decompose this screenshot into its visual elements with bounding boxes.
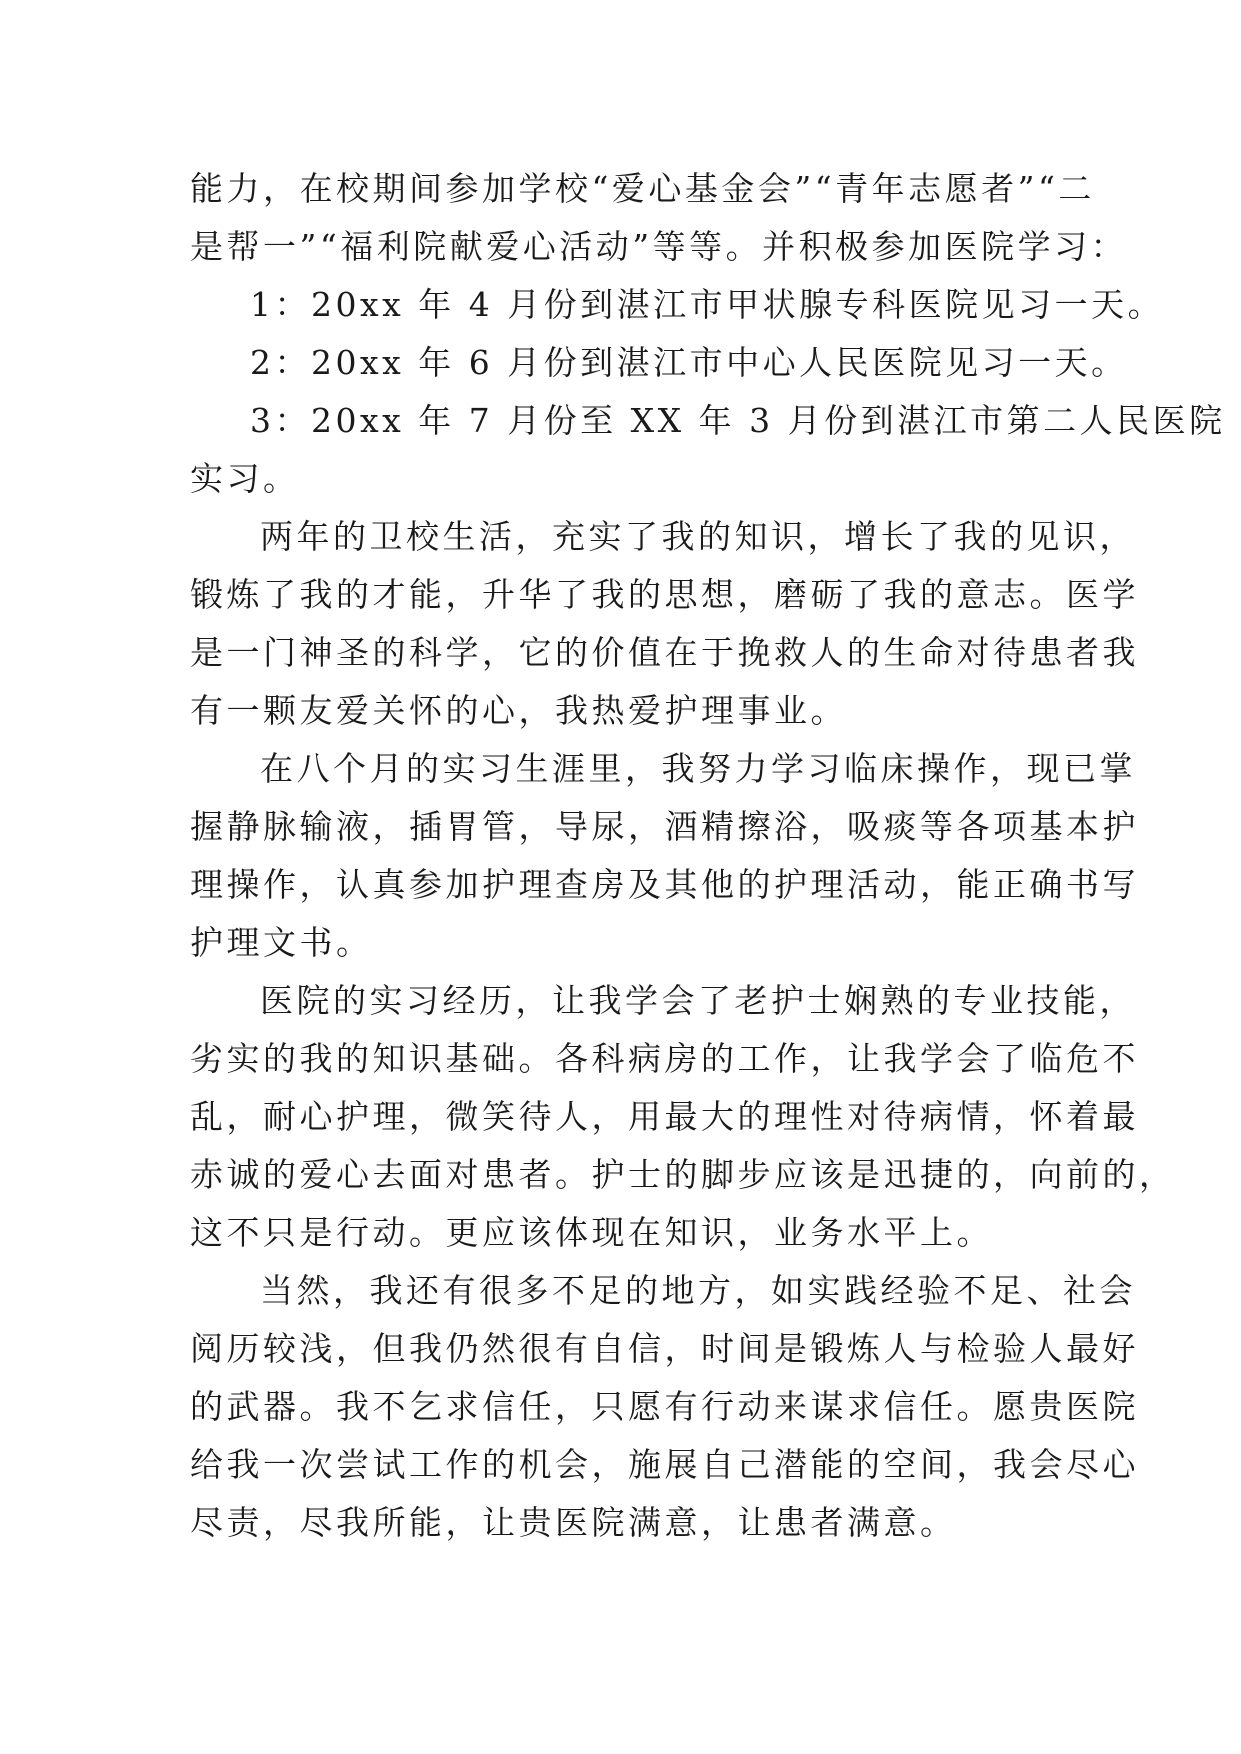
text-line: 实习。 [190,459,300,498]
text-line: 赤诚的爱心去面对患者。护士的脚步应该是迅捷的，向前的， [190,1155,1176,1194]
text-line: 理操作，认真参加护理查房及其他的护理活动，能正确书写 [190,865,1139,904]
text-line: 是一门神圣的科学，它的价值在于挽救人的生命对待患者我 [190,633,1139,672]
text-line: 给我一次尝试工作的机会，施展自己潜能的空间，我会尽心 [190,1445,1139,1484]
text-line: 的武器。我不乞求信任，只愿有行动来谋求信任。愿贵医院 [190,1387,1139,1426]
text-line: 护理文书。 [190,923,373,962]
paragraph-start: 在八个月的实习生涯里，我努力学习临床操作，现已掌 [260,749,1136,788]
paragraph-start: 医院的实习经历，让我学会了老护士娴熟的专业技能， [260,981,1136,1020]
text-line: 这不只是行动。更应该体现在知识，业务水平上。 [190,1213,993,1252]
text-line: 锻炼了我的才能，升华了我的思想，磨砺了我的意志。医学 [190,575,1139,614]
text-line: 乱，耐心护理，微笑待人，用最大的理性对待病情，怀着最 [190,1097,1139,1136]
list-item: 2：20xx 年 6 月份到湛江市中心人民医院见习一天。 [250,343,1128,382]
document-body [190,160,1226,1552]
list-item: 3：20xx 年 7 月份至 XX 年 3 月份到湛江市第二人民医院 [250,401,1226,440]
text-line: 劣实的我的知识基础。各科病房的工作，让我学会了临危不 [190,1039,1139,1078]
paragraph-start: 当然，我还有很多不足的地方，如实践经验不足、社会 [260,1271,1136,1310]
text-line: 握静脉输液，插胃管，导尿，酒精擦浴，吸痰等各项基本护 [190,807,1139,846]
paragraph-start: 两年的卫校生活，充实了我的知识，增长了我的见识， [260,517,1136,556]
text-line: 阅历较浅，但我仍然很有自信，时间是锻炼人与检验人最好 [190,1329,1139,1368]
text-line: 能力，在校期间参加学校“爱心基金会”“青年志愿者”“二 [190,169,1095,208]
text-line: 尽责，尽我所能，让贵医院满意，让患者满意。 [190,1503,957,1542]
text-line: 是帮一”“福利院献爱心活动”等等。并积极参加医院学习： [190,227,1128,266]
list-item: 1：20xx 年 4 月份到湛江市甲状腺专科医院见习一天。 [250,285,1165,324]
text-line: 有一颗友爱关怀的心，我热爱护理事业。 [190,691,847,730]
